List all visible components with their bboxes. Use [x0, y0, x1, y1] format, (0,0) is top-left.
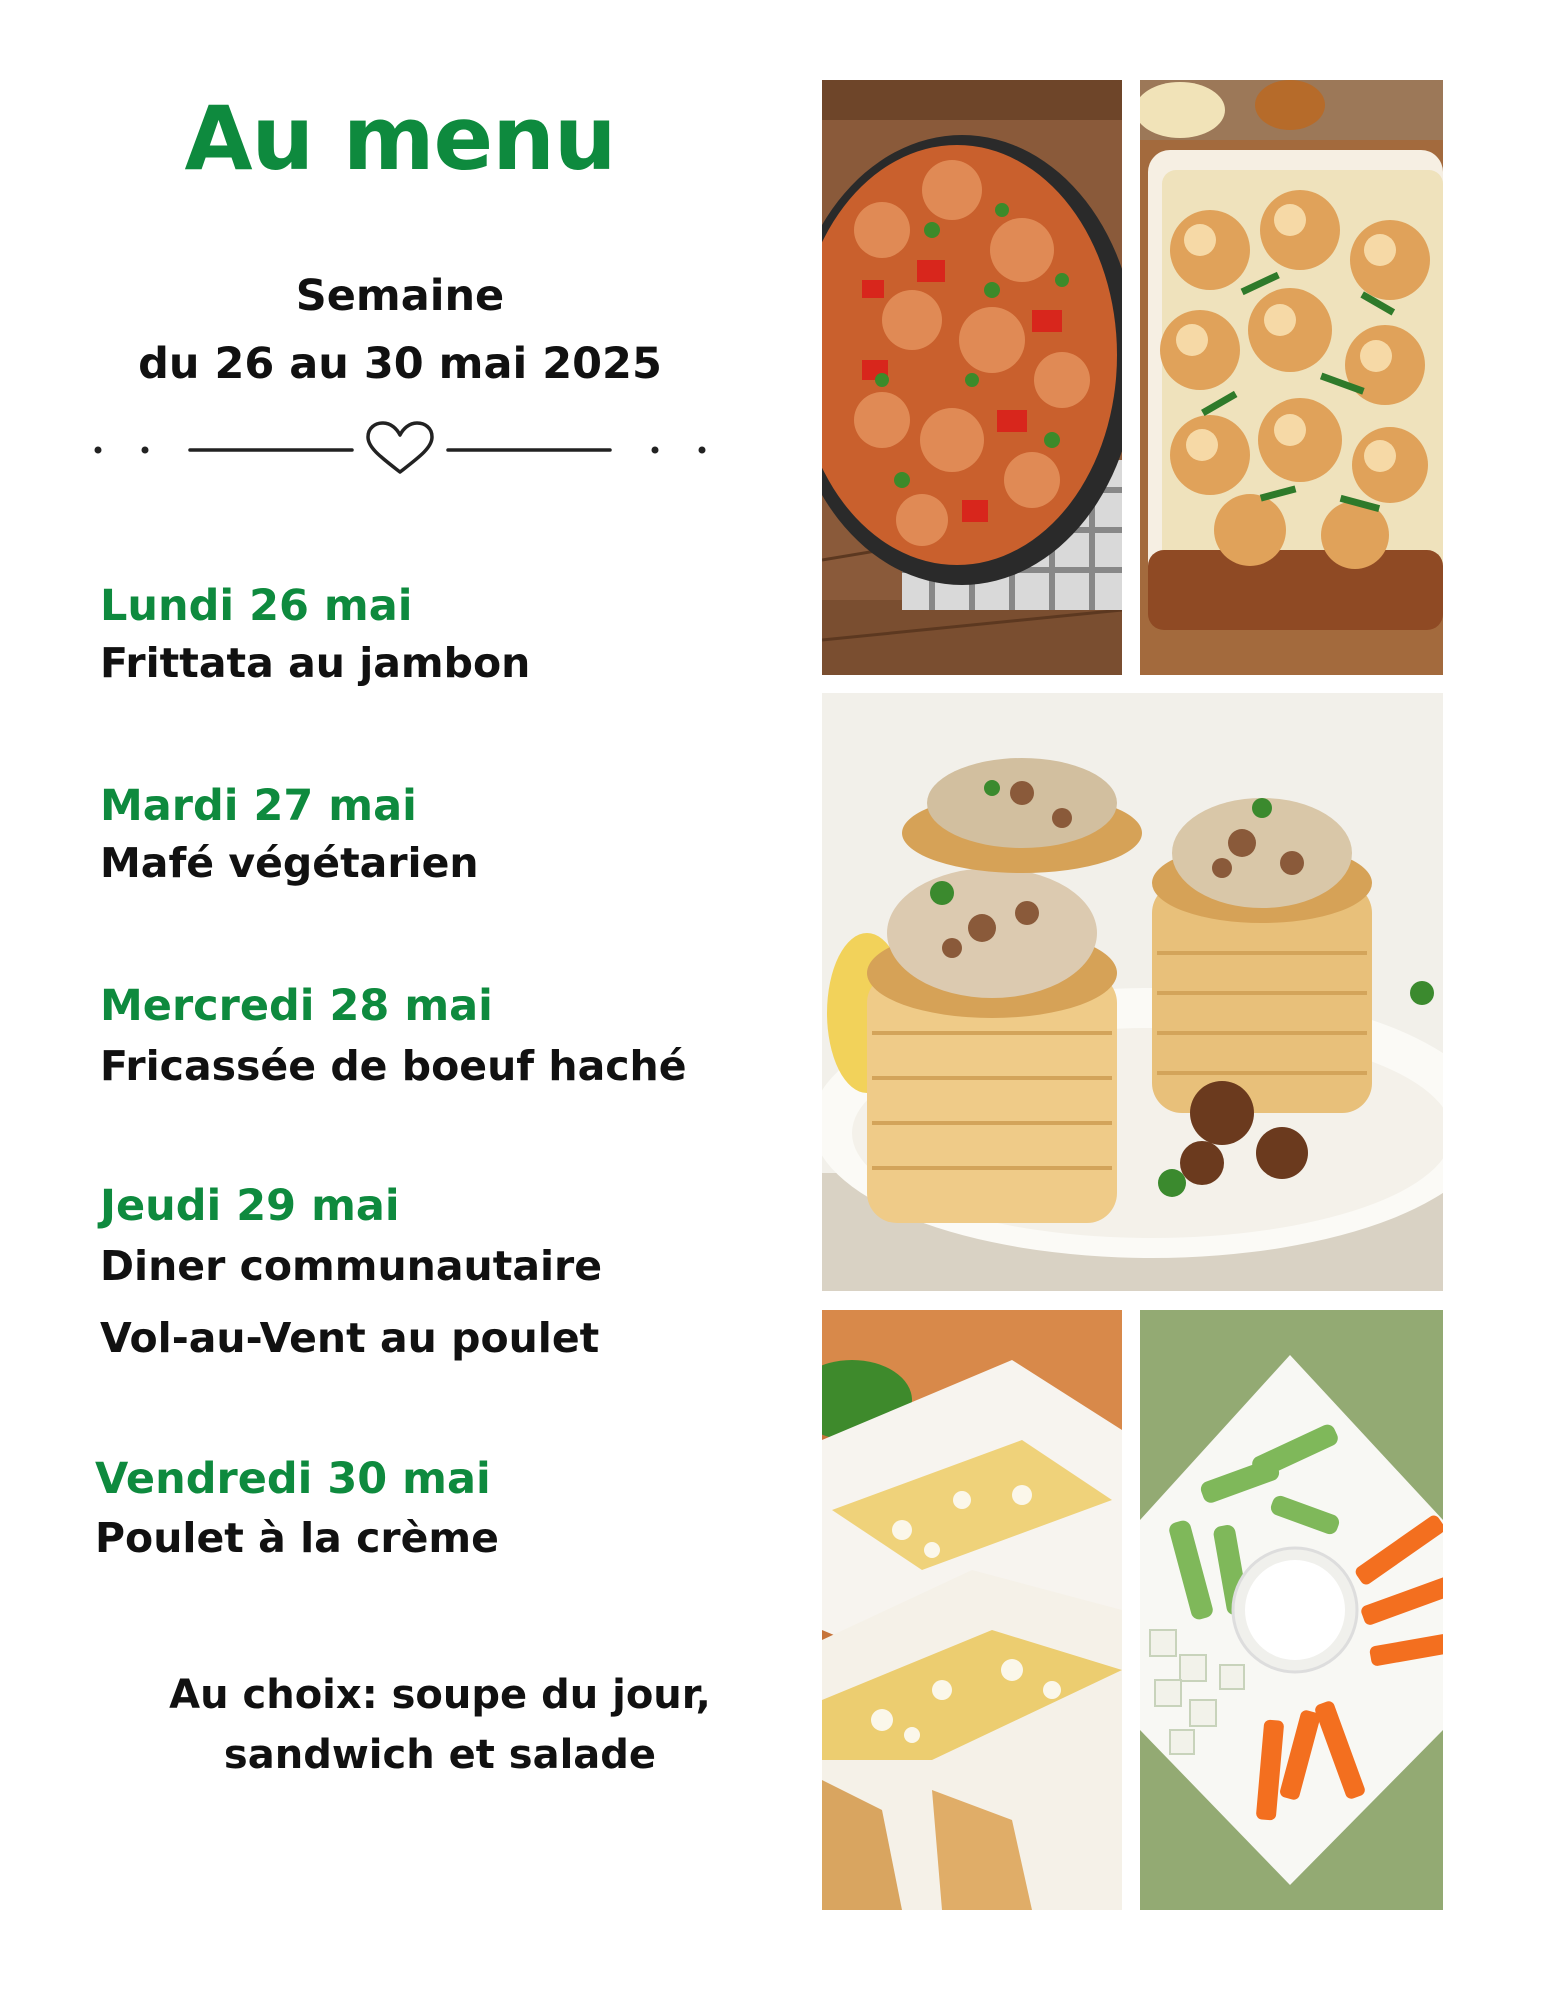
page-title: Au menu [184, 87, 616, 190]
day-friday: Vendredi 30 mai [95, 1454, 491, 1504]
day-tuesday: Mardi 27 mai [100, 781, 417, 831]
dish-wednesday: Fricassée de boeuf haché [100, 1042, 687, 1090]
veggie-dip-photo [1140, 1310, 1443, 1910]
day-wednesday: Mercredi 28 mai [100, 981, 493, 1031]
vol-au-vent-photo [822, 693, 1443, 1291]
day-thursday: Jeudi 29 mai [100, 1181, 400, 1231]
week-label: Semaine [295, 271, 505, 321]
dish-friday: Poulet à la crème [95, 1514, 499, 1562]
chicken-curry-photo [822, 80, 1122, 675]
heart-divider [90, 420, 710, 480]
heart-icon [368, 423, 432, 472]
week-dates: du 26 au 30 mai 2025 [138, 339, 662, 389]
week-range [80, 262, 720, 398]
choice-note [140, 1665, 740, 1785]
dish-tuesday: Mafé végétarien [100, 839, 479, 887]
choice-line-2: sandwich et salade [223, 1732, 657, 1778]
choice-line-1: Au choix: soupe du jour, [169, 1672, 711, 1718]
dish-thursday-1: Diner communautaire [100, 1242, 603, 1290]
dish-monday: Frittata au jambon [100, 639, 531, 687]
egg-sandwich-photo [822, 1310, 1122, 1910]
meatball-gratin-photo [1140, 80, 1443, 675]
day-monday: Lundi 26 mai [100, 581, 413, 631]
dish-thursday-2: Vol-au-Vent au poulet [100, 1314, 600, 1362]
